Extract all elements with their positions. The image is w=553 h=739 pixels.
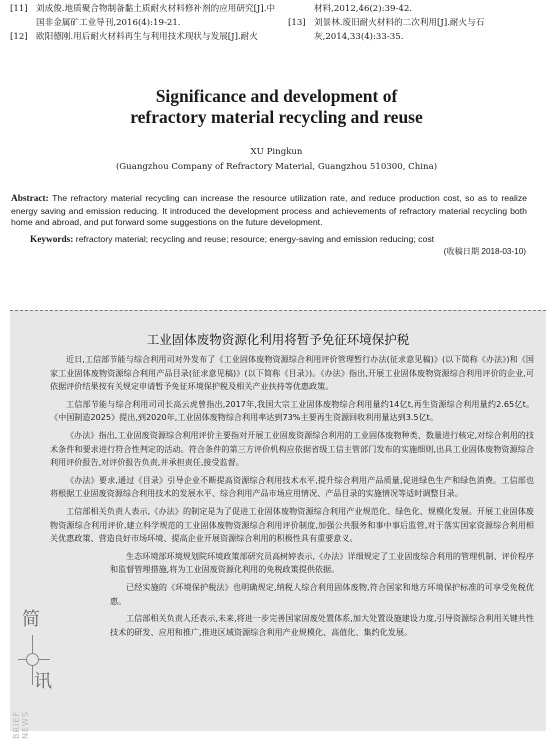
reference-item	[10, 2, 280, 30]
news-paragraph: 《办法》指出,工业固废资源综合利用评价主要指对开展工业固废资源综合利用的工业固体废物种类、数量进行核定,对综合利用的技术条件和要求进行符合性判定的活动。符合条件的第三方评价机构应依据省级工信主管部门发布的实施细则,出具工业固体废物资源综合利用评价报告,对评价报告负责,并承担责任,接受监督。	[50, 429, 534, 468]
reference-item	[288, 16, 546, 44]
brief-news-box	[10, 310, 546, 739]
reference-column-left	[10, 2, 280, 44]
reference-text: 欧阳德刚.用后耐火材料再生与利用技术现状与发展[J].耐火	[36, 32, 258, 42]
brief-label-char-1: 简	[22, 609, 40, 630]
article-author: XU Pingkun	[250, 147, 303, 157]
news-paragraph: 工信部相关负责人还表示,未来,将进一步完善国家固废处置体系,加大处置设施建设力度,引导资源综合利用关键共性技术的研发、应用和推广,推进区域资源综合利用产业规模化、高值化、集约化发展。	[110, 613, 534, 637]
reference-item	[288, 2, 546, 16]
news-paragraph: 已经实施的《环境保护税法》也明确规定,纳税人综合利用固体废物,符合国家和地方环境保护标准的可享受免税优惠。	[110, 581, 534, 606]
reference-text: 刘景林.废旧耐火材料的二次利用[J].耐火与石灰,2014,33(4):33-35.	[314, 18, 485, 42]
brief-news-watermark: BRIEF NEWS	[12, 710, 30, 739]
reference-text: 材料,2012,46(2):39-42.	[314, 4, 413, 14]
news-title: 工业固体废物资源化利用将暂予免征环境保护税	[146, 332, 410, 347]
received-date	[444, 246, 526, 257]
emblem-circle-icon	[26, 653, 39, 666]
received-label: (收稿日期	[443, 247, 480, 256]
news-body	[50, 353, 534, 643]
news-paragraph: 工信部节能与综合利用司司长高云虎曾指出,2017年,我国大宗工业固体废物综合利用量约14亿t,再生资源综合利用量约2.65亿t。《中国制造2025》提出,到2020年,工业固体废物综合利用率达到73%主要再生资源回收利用量达到3.5亿t。	[50, 398, 534, 423]
keywords	[30, 234, 530, 245]
brief-news-emblem	[10, 599, 60, 739]
keywords-label: Keywords:	[30, 235, 74, 245]
reference-column-right	[288, 2, 546, 44]
reference-number: [11]	[10, 4, 28, 14]
news-paragraph: 生态环境部环境规划院环境政策部研究员高树婷表示,《办法》详细规定了工业固废综合利用的管理机制、评价程序和监督管理措施,将为工业固废资源化利用的免税政策提供依据。	[110, 550, 534, 575]
abstract-text: The refractory material recycling can increase the resource utilization rate, and reduce production cost, so as to realize energy saving and emission reducing. It introduced the development process and achievements of refractory material recycling both home and abroad, and put forward some suggestions on the future development.	[11, 193, 527, 227]
reference-number: [13]	[288, 18, 306, 28]
reference-number	[288, 2, 314, 16]
news-paragraph: 近日,工信部节能与综合利用司对外发布了《工业固体废物资源综合利用评价管理暂行办法(征求意见稿)》(以下简称《办法》)和《国家工业固体废物资源综合利用产品目录(征求意见稿)》(以下简称《目录》)。《办法》指出,开展工业固体废物资源综合利用评价的企业,可依据评价结果按有关规定申请暂予免征环境保护税及相关产业扶持等优惠政策。	[50, 354, 534, 392]
article-title-line-1: Significance and development of	[155, 86, 398, 106]
article-title-line-2: refractory material recycling and reuse	[130, 107, 423, 127]
reference-item	[10, 30, 280, 44]
news-paragraph: 工信部相关负责人表示,《办法》的制定是为了促进工业固体废物资源综合利用产业规范化、绿色化、规模化发展。开展工业固体废物资源综合利用评价,建立科学规范的工业固体废物资源综合利用评价制度,加强公共服务和事中事后监管,对于落实国家资源综合利用相关优惠政策、营造良好市场环境、提高企业开展资源综合利用的积极性具有重要意义。	[50, 505, 534, 544]
news-paragraph: 《办法》要求,通过《目录》引导企业不断提高资源综合利用技术水平,提升综合利用产品质量,促进绿色生产和绿色消费。工信部也将根据工业固废资源综合利用技术的发展水平、综合利用产品市场应用情况、产品目录的实施情况等适时调整目录。	[50, 474, 534, 499]
reference-number: [12]	[10, 32, 28, 42]
brief-label-char-2: 讯	[34, 671, 52, 692]
abstract	[11, 193, 527, 229]
received-date-value: 2018-03-10)	[481, 247, 526, 256]
keywords-text: refractory material; recycling and reuse; resource; energy-saving and emission reducing; cost	[73, 234, 435, 244]
article-title	[0, 86, 553, 128]
abstract-label: Abstract:	[11, 194, 49, 204]
article-affiliation: (Guangzhou Company of Refractory Material, Guangzhou 510300, China)	[115, 162, 438, 172]
reference-text: 刘成俊.地质聚合物制备黏土质耐火材料修补剂的应用研究[J].中国非金属矿工业导刊,2016(4):19-21.	[36, 4, 276, 28]
